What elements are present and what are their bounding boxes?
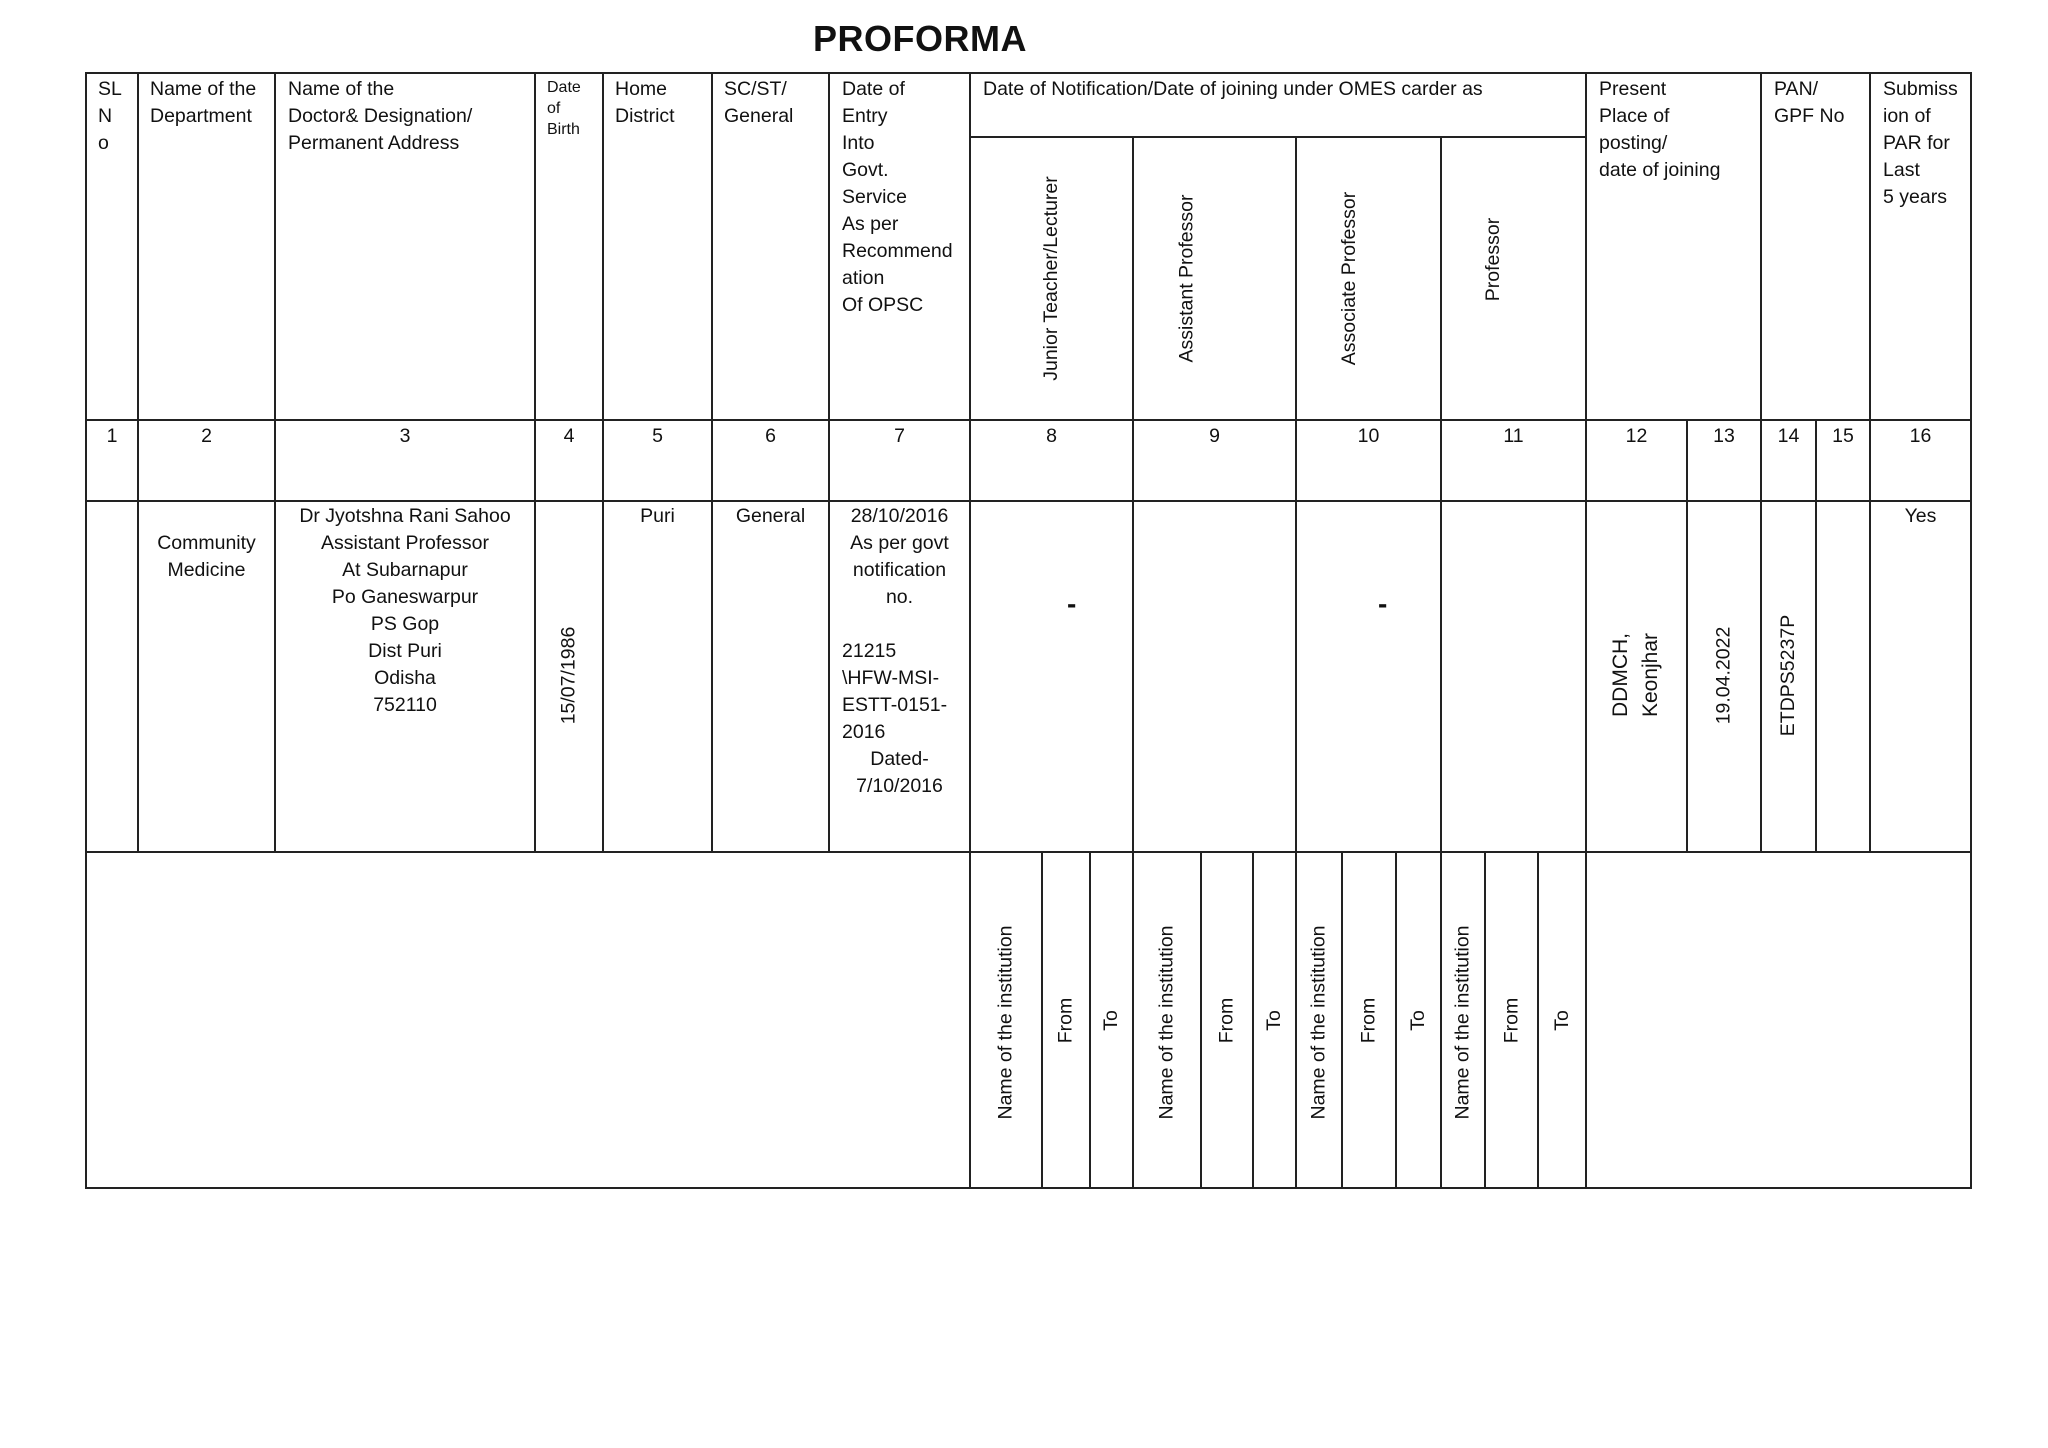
sub-header-institution: Name of the institution [1451,925,1474,1120]
col-number: 5 [652,425,663,447]
cell-dated: Dated- 7/10/2016 [856,748,943,797]
col-number: 6 [765,425,776,447]
col-number: 16 [1909,425,1932,447]
header-par-submission: Submiss ion of PAR for Last 5 years [1883,78,1958,208]
header-associate-professor: Associate Professor [1338,191,1361,366]
cell-notification-ref: 21215 \HFW-MSI- ESTT-0151- 2016 [842,640,948,743]
col-number: 12 [1625,425,1648,447]
cell-home-district: Puri [640,505,675,527]
header-category: SC/ST/ General [724,78,794,127]
sub-header-to: To [1550,1009,1573,1031]
header-doctor: Name of the Doctor& Designation/ Permanent Address [288,78,473,154]
col-number: 2 [201,425,212,447]
page-title: PROFORMA [813,18,1027,59]
sub-header-to: To [1406,1009,1429,1031]
col-number: 3 [399,425,411,447]
cell-department: Community Medicine [157,532,256,581]
sub-header-from: From [1054,997,1077,1043]
col-number: 11 [1503,425,1524,447]
col-number: 9 [1209,425,1220,447]
header-sl-no: SL N o [98,78,122,154]
col-number: 1 [106,425,118,447]
col-number: 10 [1357,425,1380,447]
col-number: 7 [894,425,905,447]
header-pan-gpf: PAN/ GPF No [1774,78,1845,127]
sub-header-to: To [1099,1009,1122,1031]
col-number: 13 [1713,425,1735,447]
cell-junior-teacher: - [1067,588,1077,619]
cell-doctor: Dr Jyotshna Rani Sahoo Assistant Professor At Subarnapur Po Ganeswarpur PS Gop Dist Puri Odisha 752110 [299,505,511,716]
sub-header-from: From [1215,997,1238,1043]
cell-joining-date: 19.04.2022 [1712,626,1735,724]
cell-present-place: DDMCH, Keonjhar [1609,632,1663,718]
header-home-district: Home District [615,78,675,127]
header-professor: Professor [1482,217,1505,301]
cell-dob: 15/07/1986 [557,626,580,724]
sub-header-institution: Name of the institution [1307,925,1330,1120]
header-present-place: Present Place of posting/ date of joining [1599,78,1721,181]
sub-header-institution: Name of the institution [994,925,1017,1120]
sub-header-institution: Name of the institution [1155,925,1178,1120]
col-number: 4 [563,425,575,447]
cell-pan: ETDPS5237P [1777,614,1799,736]
col-number: 14 [1777,425,1800,447]
header-dob: Date of Birth [547,79,581,138]
cell-category: General [735,505,806,527]
col-number: 8 [1046,425,1057,447]
header-date-of-entry: Date of Entry Into Govt. Service As per Recommend ation Of OPSC [842,78,953,316]
header-omes-group: Date of Notification/Date of joining under OMES carder as [983,78,1483,100]
sub-header-to: To [1262,1009,1285,1031]
header-assistant-professor: Assistant Professor [1175,194,1198,363]
sub-header-from: From [1357,997,1380,1043]
header-junior-teacher: Junior Teacher/Lecturer [1039,176,1062,381]
cell-date-of-entry: 28/10/2016 As per govt notification no. [850,505,949,608]
cell-par-submission: Yes [1904,505,1937,527]
cell-associate-professor: - [1378,588,1388,619]
col-number: 15 [1832,425,1854,447]
header-department: Name of the Department [150,78,257,127]
sub-header-from: From [1500,997,1522,1043]
